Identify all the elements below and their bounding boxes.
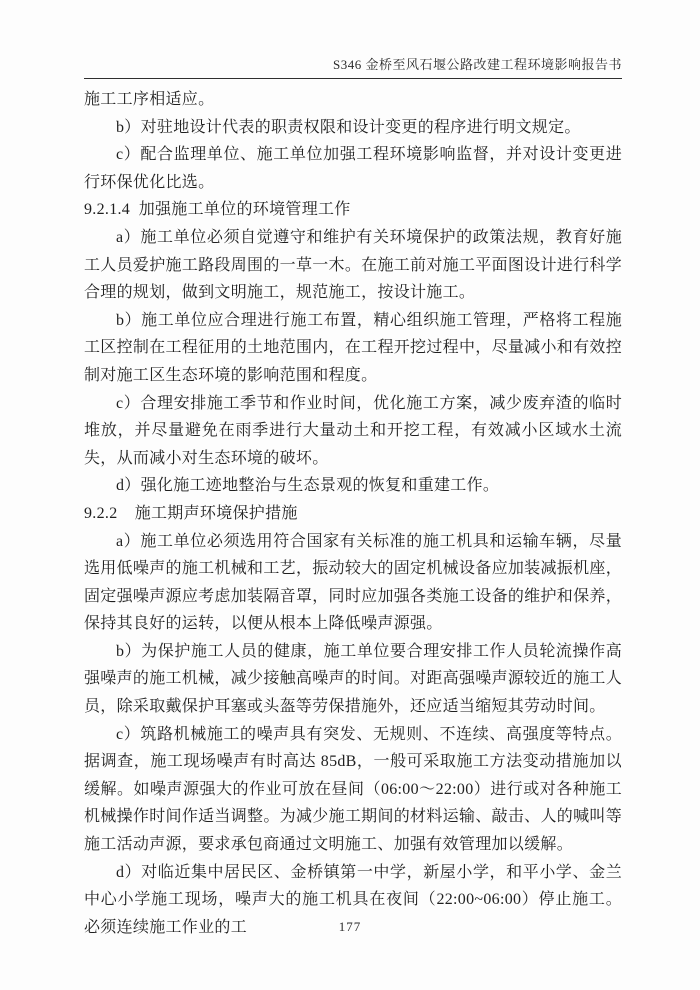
header-title: S346 金桥至风石堰公路改建工程环境影响报告书 xyxy=(333,57,622,72)
body-paragraph: a）施工单位必须自觉遵守和维护有关环境保护的政策法规，教育好施工人员爱护施工路段周围的一草一木。在施工前对施工平面图设计进行科学合理的规划，做到文明施工，规范施工，按设计施工。 xyxy=(84,228,622,302)
body-paragraph: b）对驻地设计代表的职责权限和设计变更的程序进行明文规定。 xyxy=(116,118,581,136)
page-header xyxy=(84,56,622,79)
page-footer xyxy=(0,918,700,936)
body-paragraph: c）配合监理单位、施工单位加强工程环境影响监督，并对设计变更进行环保优化比选。 xyxy=(84,146,622,191)
body-paragraph: d）强化施工迹地整治与生态景观的恢复和重建工作。 xyxy=(116,477,500,495)
body-paragraph: c）筑路机械施工的噪声具有突发、无规则、不连续、高强度等特点。据调查，施工现场噪声有时高达 85dB，一般可采取施工方法变动措施加以缓解。如噪声源强大的作业可放在昼间（06:00～22:00）进行或对各种施工机械操作时间作适当调整。为减少施工期间的材料运输、敲击、人的喊叫等施工活动声源，要求承包商通过文明施工、加强有效管理加以缓解。 xyxy=(84,725,622,854)
header-rule xyxy=(84,78,622,79)
section-heading: 9.2.1.4 加强施工单位的环境管理工作 xyxy=(84,201,351,219)
body-paragraph: d）对临近集中居民区、金桥镇第一中学，新屋小学，和平小学、金兰中心小学施工现场，噪声大的施工机具在夜间（22:00~06:00）停止施工。必须连续施工作业的工 xyxy=(84,863,622,936)
page-number: 177 xyxy=(338,919,362,934)
section-heading: 9.2.2 施工期声环境保护措施 xyxy=(84,504,298,522)
body-paragraph: b）为保护施工人员的健康，施工单位要合理安排工作人员轮流操作高强噪声的施工机械，减少接触高噪声的时间。对距高强噪声源较近的施工人员，除采取戴保护耳塞或头盔等劳保措施外，还应适当缩短其劳动时间。 xyxy=(84,642,622,716)
body-paragraph: c）合理安排施工季节和作业时间，优化施工方案，减少废弃渣的临时堆放，并尽量避免在雨季进行大量动土和开挖工程，有效减小区域水土流失，从而减小对生态环境的破坏。 xyxy=(84,394,622,467)
body-paragraph: b）施工单位应合理进行施工布置，精心组织施工管理，严格将工程施工区控制在工程征用的土地范围内，在工程开挖过程中，尽量减小和有效控制对施工区生态环境的影响范围和程度。 xyxy=(84,311,622,384)
body-paragraph: 施工工序相适应。 xyxy=(84,91,215,108)
document-content xyxy=(84,86,622,941)
body-paragraph: a）施工单位必须选用符合国家有关标准的施工机具和运输车辆，尽量选用低噪声的施工机械和工艺，振动较大的固定机械设备应加装减振机座，固定强噪声源应考虑加装隔音罩，同时应加强各类施工设备的维护和保养，保持其良好的运转，以便从根本上降低噪声源强。 xyxy=(84,532,622,633)
